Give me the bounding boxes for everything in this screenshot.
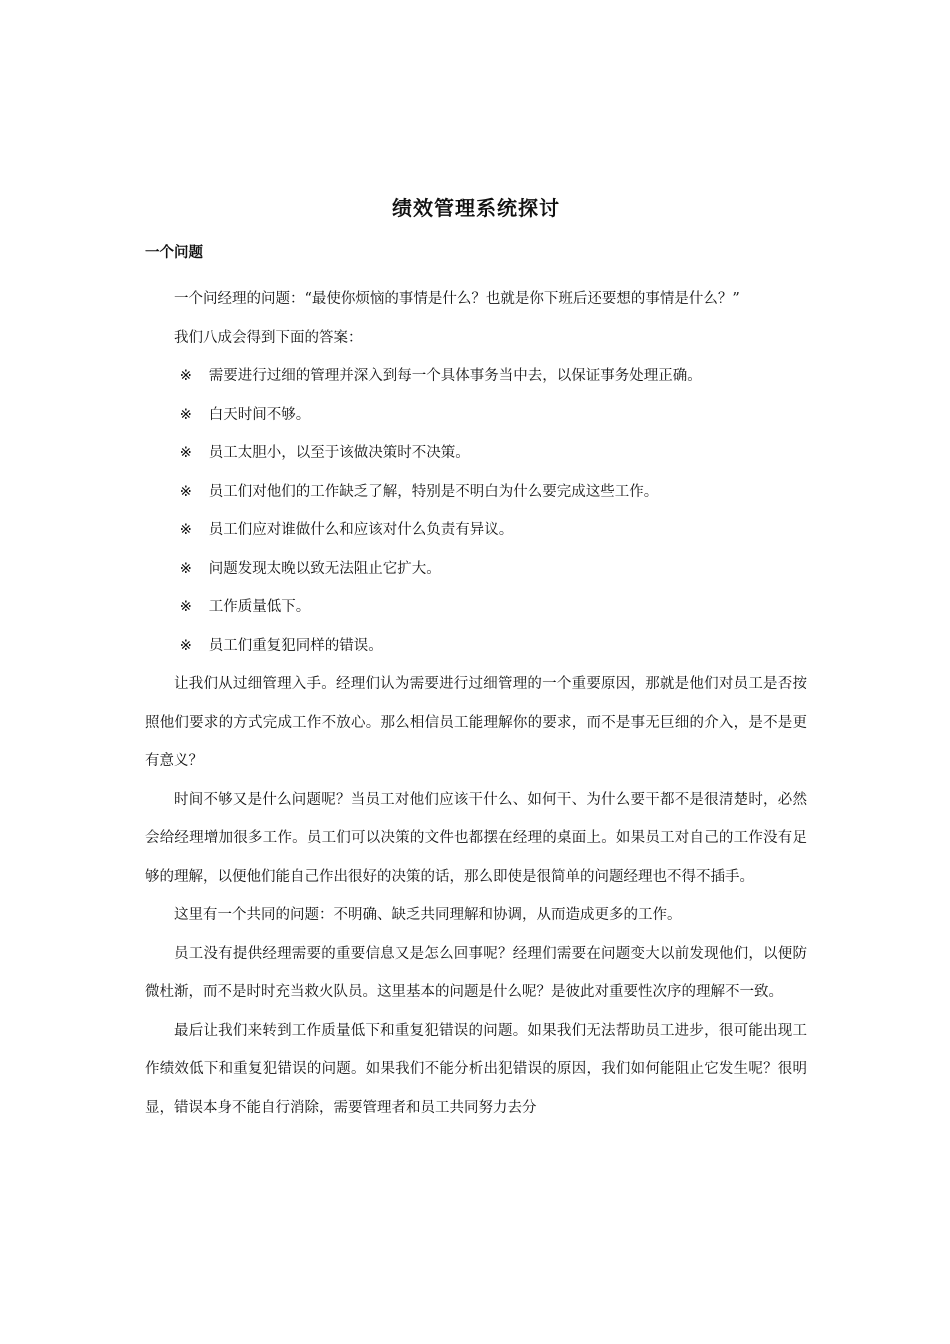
- reference-mark-icon: ※: [179, 599, 192, 615]
- paragraph-micromanagement: 让我们从过细管理入手。经理们认为需要进行过细管理的一个重要原因，那就是他们对员工是否按照他们要求的方式完成工作不放心。那么相信员工能理解你的要求，而不是事无巨细的介入，是不是更有意义？: [145, 676, 807, 769]
- bullet-item: [145, 627, 807, 666]
- reference-mark-icon: ※: [179, 406, 192, 423]
- document-content: [145, 190, 807, 1127]
- bullet-item: [145, 357, 807, 396]
- bullet-text: 员工们对他们的工作缺乏了解，特别是不明白为什么要完成这些工作。: [208, 483, 659, 500]
- paragraph-question: 一个问经理的问题：“最使你烦恼的事情是什么？也就是你下班后还要想的事情是什么？”: [174, 291, 740, 307]
- bullet-text: 员工太胆小，以至于该做决策时不决策。: [208, 445, 470, 461]
- reference-mark-icon: ※: [179, 483, 192, 500]
- bullet-text: 工作质量低下。: [208, 599, 311, 615]
- bullet-item: [145, 550, 807, 589]
- bullet-item: [145, 473, 807, 512]
- bullet-text: 员工们应对谁做什么和应该对什么负责有异议。: [208, 522, 514, 538]
- bullet-item: [145, 511, 807, 550]
- reference-mark-icon: ※: [179, 560, 192, 577]
- paragraph-time: 时间不够又是什么问题呢？当员工对他们应该干什么、如何干、为什么要干都不是很清楚时，必然会给经理增加很多工作。员工们可以决策的文件也都摆在经理的桌面上。如果员工对自己的工作没有足够的理解，以便他们能自己作出很好的决策的话，那么即使是很简单的问题经理也不得不插手。: [145, 791, 807, 885]
- bullet-item: [145, 434, 807, 473]
- bullet-text: 员工们重复犯同样的错误。: [208, 637, 383, 654]
- reference-mark-icon: ※: [179, 445, 192, 461]
- paragraph-common-problem: 这里有一个共同的问题：不明确、缺乏共同理解和协调，从而造成更多的工作。: [174, 907, 682, 923]
- paragraph-information: 员工没有提供经理需要的重要信息又是怎么回事呢？经理们需要在问题变大以前发现他们，以便防微杜渐，而不是时时充当救火队员。这里基本的问题是什么呢？是彼此对重要性次序的理解不一致。: [145, 945, 807, 1000]
- bullet-item: [145, 396, 807, 435]
- paragraph-quality: 最后让我们来转到工作质量低下和重复犯错误的问题。如果我们无法帮助员工进步，很可能出现工作绩效低下和重复犯错误的问题。如果我们不能分析出犯错误的原因，我们如何能阻止它发生呢？很明显，错误本身不能自行消除，需要管理者和员工共同努力去分: [145, 1022, 807, 1116]
- reference-mark-icon: ※: [179, 637, 192, 654]
- section-heading: 一个问题: [145, 245, 203, 261]
- reference-mark-icon: ※: [179, 368, 192, 384]
- bullet-text: 问题发现太晚以致无法阻止它扩大。: [208, 560, 441, 577]
- bullet-text: 白天时间不够。: [208, 406, 311, 423]
- bullet-text: 需要进行过细的管理并深入到每一个具体事务当中去，以保证事务处理正确。: [208, 368, 702, 384]
- reference-mark-icon: ※: [179, 522, 192, 538]
- paragraph-answers-intro: 我们八成会得到下面的答案：: [174, 329, 363, 346]
- document-title: 绩效管理系统探讨: [392, 196, 560, 220]
- bullet-item: [145, 588, 807, 627]
